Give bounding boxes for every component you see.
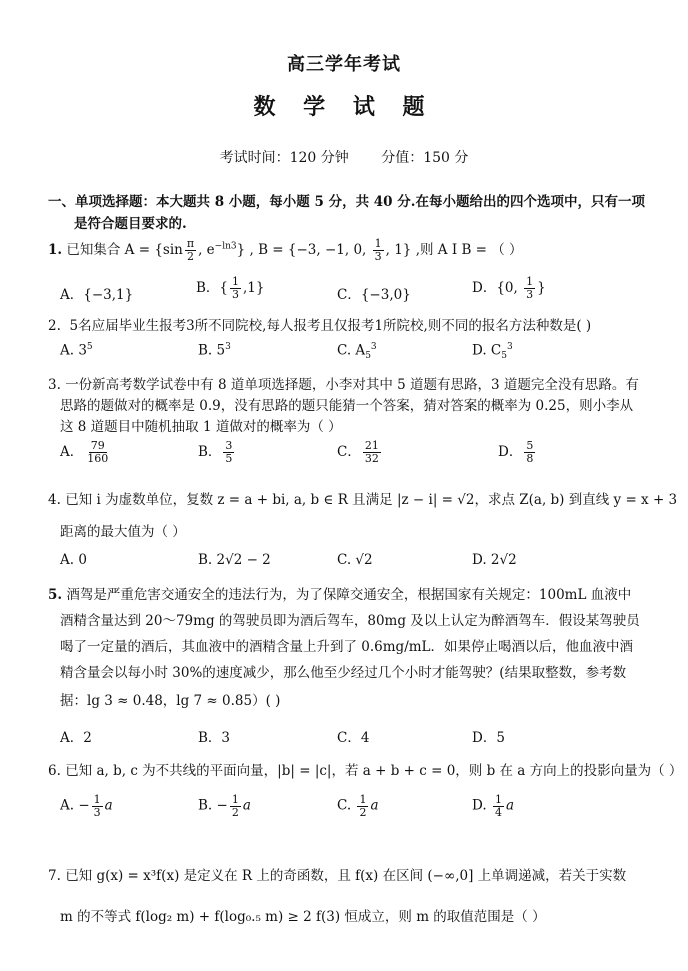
question-5-line1: 5. 酒驾是严重危害交通安全的违法行为，为了保障交通安全，根据国家有关规定：100mL 血液中 xyxy=(48,587,632,603)
question-number: 1. xyxy=(48,242,63,258)
question-7-line2: m 的不等式 f(log₂ m) + f(log₀.₅ m) ≥ 2 f(3) 恒成立，则 m 的取值范围是（ ） xyxy=(60,909,546,925)
q6-option-c: C. $\frac{1}{2}$ a xyxy=(337,793,379,819)
q2-option-c: C. $A_5^3$ xyxy=(337,342,377,362)
q3-option-c: C． $\frac{21}{32}$ xyxy=(337,439,379,465)
question-6-line1: 6. 已知 a, b, c 为不共线的平面向量，|b| = |c|，若 a + b + c = 0，则 b 在 a 方向上的投影向量为（ ） xyxy=(48,763,683,779)
q1-option-d: D．{0, $\frac{1}{3}$ } xyxy=(472,275,546,301)
section-heading-line1: 一、单项选择题：本大题共 8 小题，每小题 5 分，共 40 分.在每小题给出的四个选项中，只有一项 xyxy=(48,194,645,210)
q4-option-b: B. 2√2 − 2 xyxy=(198,552,271,568)
q2-option-b: B. $5^3$ xyxy=(198,342,231,359)
q3-option-a: A． $\frac{79}{160}$ xyxy=(60,439,109,465)
question-3-line3: 这 8 道题目中随机抽取 1 道做对的概率为（ ） xyxy=(60,419,342,435)
q5-option-b: B．3 xyxy=(198,730,231,746)
q3-option-d: D． $\frac{5}{8}$ xyxy=(498,439,534,465)
section-heading-line2: 是符合题目要求的. xyxy=(74,216,187,232)
q4-option-a: A. 0 xyxy=(60,552,87,568)
question-2-stem: 2. 5名应届毕业生报考3所不同院校,每人报考且仅报考1所院校,则不同的报名方法种数是( ) xyxy=(48,318,592,334)
fraction: $\frac{1}{3}$ xyxy=(374,237,382,263)
q5-option-c: C．4 xyxy=(337,730,370,746)
q1-option-a: A．{−3,1} xyxy=(60,287,134,303)
question-4-line2: 距离的最大值为（ ） xyxy=(60,524,186,540)
exam-info xyxy=(0,147,688,167)
question-3-line2: 思路的题做对的概率是 0.9，没有思路的题只能猜一个答案，猜对答案的概率为 0.25，则小李从 xyxy=(60,398,634,414)
q4-option-c: C. √2 xyxy=(337,552,373,568)
fraction: $\frac{\pi}{2}$ xyxy=(186,237,195,263)
q2-option-a: A. $3^5$ xyxy=(60,342,93,359)
q1-option-b: B．{ $\frac{1}{3}$ ,1} xyxy=(196,275,265,301)
q6-option-b: B. − $\frac{1}{2}$ a xyxy=(198,793,251,819)
q5-option-d: D．5 xyxy=(472,730,505,746)
question-4-line1: 4. 已知 i 为虚数单位，复数 z = a + bi, a, b ∈ R 且满足 |z − i| = √2，求点 Z(a, b) 到直线 y = x + 3 xyxy=(48,492,678,508)
q5-option-a: A．2 xyxy=(60,730,92,746)
question-3-line1: 3. 一份新高考数学试卷中有 8 道单项选择题，小李对其中 5 道题有思路，3 道题完全没有思路。有 xyxy=(48,377,639,393)
q6-option-a: A. − $\frac{1}{3}$ a xyxy=(60,793,113,819)
exam-time: 考试时间：120 分钟 xyxy=(219,150,349,166)
q2-option-d: D. $C_5^3$ xyxy=(472,342,513,362)
question-5-line4: 精含量会以每小时 30%的速度减少，那么他至少经过几个小时才能驾驶？(结果取整数，参考数 xyxy=(60,665,627,681)
subject-title: 数 学 试 题 xyxy=(253,94,435,120)
q3-option-b: B． $\frac{3}{5}$ xyxy=(198,439,233,465)
school-title: 高三学年考试 xyxy=(287,54,401,75)
q6-option-d: D. $\frac{1}{4}$ a xyxy=(472,793,514,819)
question-1-stem: 1. 已知集合 A = {sin $\frac{\pi}{2}$ , $e^{-ln3}$} , B = {−3, −1, 0, $\frac{1}{3}$ , 1} ,则 A I B = （ ） xyxy=(48,237,523,263)
question-7-line1: 7. 已知 g(x) = x³f(x) 是定义在 R 上的奇函数，且 f(x) 在区间 (−∞,0] 上单调递减，若关于实数 xyxy=(48,868,627,884)
q1-option-c: C．{−3,0} xyxy=(337,287,411,303)
question-5-line5: 据：lg 3 ≈ 0.48，lg 7 ≈ 0.85）( ) xyxy=(60,693,281,709)
question-5-line3: 喝了一定量的酒后，其血液中的酒精含量上升到了 0.6mg/mL．如果停止喝酒以后，他血液中酒 xyxy=(60,639,634,655)
q4-option-d: D. 2√2 xyxy=(472,552,517,568)
exam-score: 分值：150 分 xyxy=(381,150,469,166)
question-5-line2: 酒精含量达到 20～79mg 的驾驶员即为酒后驾车，80mg 及以上认定为醉酒驾车．假设某驾驶员 xyxy=(60,613,640,629)
